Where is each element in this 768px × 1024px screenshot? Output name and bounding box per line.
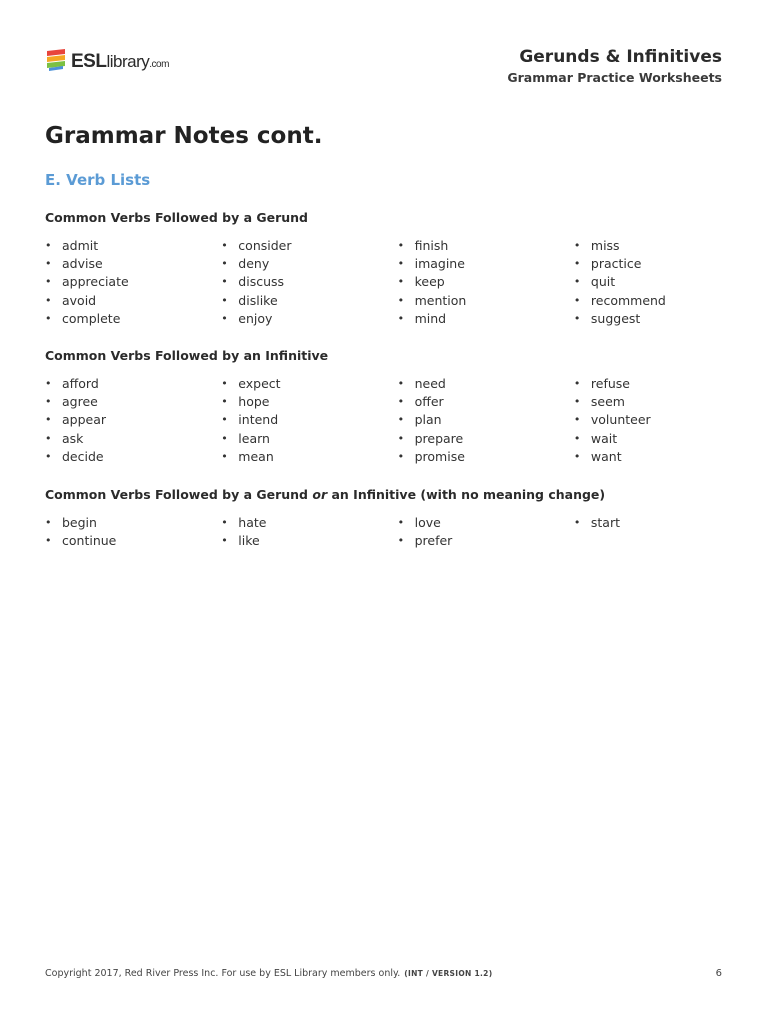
verb-item: • intend: [221, 411, 397, 429]
verb-item: • admit: [45, 237, 221, 255]
verb-item: • want: [574, 448, 750, 466]
verb-item: • imagine: [398, 255, 574, 273]
verb-item: • wait: [574, 430, 750, 448]
verb-item: • discuss: [221, 273, 397, 291]
verb-item: • appreciate: [45, 273, 221, 291]
verb-item: • dislike: [221, 292, 397, 310]
verb-item: • prepare: [398, 430, 574, 448]
verb-item: • start: [574, 514, 750, 532]
verb-item: • mean: [221, 448, 397, 466]
esl-library-logo: [45, 45, 169, 71]
section-title: E. Verb Lists: [45, 171, 151, 189]
verb-column: [221, 514, 397, 550]
verb-item: • avoid: [45, 292, 221, 310]
verb-column: [398, 514, 574, 550]
verb-item: • suggest: [574, 310, 750, 328]
verb-item: • keep: [398, 273, 574, 291]
verb-item: • hope: [221, 393, 397, 411]
verb-column: [574, 237, 750, 328]
verb-item: • seem: [574, 393, 750, 411]
verb-column: [398, 237, 574, 328]
verb-item: • consider: [221, 237, 397, 255]
heading-or: or: [312, 487, 328, 502]
verb-item: • decide: [45, 448, 221, 466]
verb-column: [398, 375, 574, 466]
verb-item: • offer: [398, 393, 574, 411]
verb-item: • advise: [45, 255, 221, 273]
verb-item: • recommend: [574, 292, 750, 310]
verb-item: • hate: [221, 514, 397, 532]
group-heading-gerund: Common Verbs Followed by a Gerund: [45, 210, 309, 225]
heading-part: Common Verbs Followed by a Gerund: [45, 487, 313, 502]
page-title: Grammar Notes cont.: [45, 123, 323, 149]
verb-item: • prefer: [398, 532, 574, 550]
verb-item: • need: [398, 375, 574, 393]
verb-item: • begin: [45, 514, 221, 532]
logo-esl: ESL: [71, 51, 107, 72]
footer-copyright: [45, 968, 492, 979]
verb-item: • afford: [45, 375, 221, 393]
verb-item: • expect: [221, 375, 397, 393]
verb-list-gerund: [45, 237, 750, 328]
verb-item: • mention: [398, 292, 574, 310]
verb-column: [45, 514, 221, 550]
logo-library: library: [106, 52, 150, 71]
worksheet-title: Gerunds & Infinitives: [519, 47, 722, 67]
verb-item: • complete: [45, 310, 221, 328]
verb-item: • promise: [398, 448, 574, 466]
group-heading-infinitive: Common Verbs Followed by an Infinitive: [45, 348, 329, 363]
verb-item: • like: [221, 532, 397, 550]
page-number: 6: [715, 968, 722, 979]
verb-item: • refuse: [574, 375, 750, 393]
verb-item: • continue: [45, 532, 221, 550]
group-heading-gerund-or-infinitive: [45, 487, 605, 502]
worksheet-subtitle: Grammar Practice Worksheets: [507, 70, 722, 85]
verb-column: [574, 375, 750, 466]
verb-item: • miss: [574, 237, 750, 255]
verb-list-infinitive: [45, 375, 750, 466]
verb-item: • practice: [574, 255, 750, 273]
verb-item: • learn: [221, 430, 397, 448]
verb-item: • plan: [398, 411, 574, 429]
verb-item: • quit: [574, 273, 750, 291]
verb-list-gerund-or-infinitive: [45, 514, 750, 550]
heading-part: an Infinitive (with no meaning change): [327, 487, 606, 502]
verb-item: • mind: [398, 310, 574, 328]
verb-column: [45, 237, 221, 328]
verb-item: • agree: [45, 393, 221, 411]
verb-item: • ask: [45, 430, 221, 448]
copyright-text: Copyright 2017, Red River Press Inc. For use by ESL Library members only.: [45, 968, 401, 979]
verb-column: [221, 375, 397, 466]
logo-com: .com: [149, 59, 169, 70]
verb-item: • finish: [398, 237, 574, 255]
book-stack-icon: [45, 47, 67, 71]
verb-item: • volunteer: [574, 411, 750, 429]
version-label: (INT / VERSION 1.2): [404, 969, 493, 978]
verb-column: [221, 237, 397, 328]
logo-wordmark: [71, 52, 169, 71]
verb-column: [45, 375, 221, 466]
verb-column: [574, 514, 750, 550]
verb-item: • appear: [45, 411, 221, 429]
verb-item: • love: [398, 514, 574, 532]
verb-item: • deny: [221, 255, 397, 273]
verb-item: • enjoy: [221, 310, 397, 328]
